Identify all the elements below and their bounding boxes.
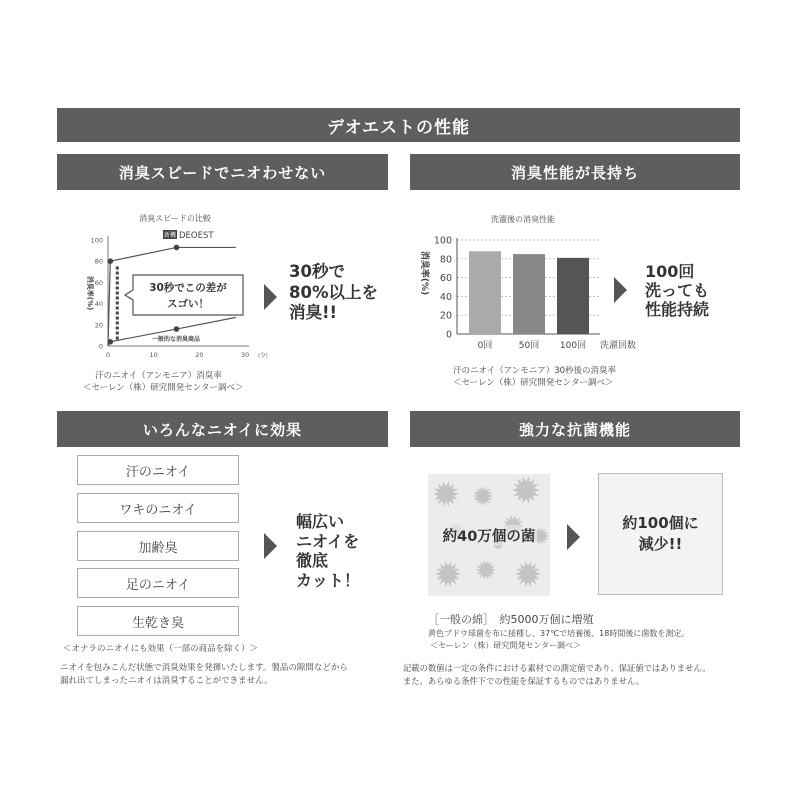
bacteria-after-line: 減少!! <box>638 535 683 553</box>
odors-callout <box>296 512 360 590</box>
durability-footnote-line: 汗のニオイ（アンモニア）30秒後の消臭率 <box>453 366 617 376</box>
y-tick-label: 60 <box>94 278 103 287</box>
y-tick-label: 80 <box>94 257 103 266</box>
odor-item: 足のニオイ <box>77 568 239 598</box>
bar <box>469 251 501 334</box>
durability-footnote-line: ＜セーレン（株）研究開発センター調べ＞ <box>453 378 614 388</box>
page-title: デオエストの性能 <box>57 108 740 142</box>
odors-note-line: 漏れ出てしまったニオイは消臭することができません。 <box>60 676 273 687</box>
speed-footnote-line: 汗のニオイ（アンモニア）消臭率 <box>95 371 222 381</box>
arrow-right-icon <box>264 284 277 310</box>
x-tick-label: 20 <box>195 351 204 359</box>
bar <box>557 258 589 334</box>
bar <box>513 254 545 334</box>
bacteria-before-label: 約40万個の菌 <box>441 525 538 546</box>
speed-footnote-line: ＜セーレン（株）研究開発センター調べ＞ <box>83 383 244 393</box>
x-tick-label: 100回 <box>559 341 587 351</box>
y-tick-label: 20 <box>439 310 452 322</box>
y-tick-label: 20 <box>94 321 103 330</box>
speed-callout-line: 80%以上を <box>289 282 378 302</box>
durability-callout-line: 性能持続 <box>645 300 710 320</box>
odors-note-line: ニオイを包みこんだ状態で消臭効果を発揮いたします。製品の隙間などから <box>60 663 348 673</box>
antibacterial-note-line: また、あらゆる条件下での性能を保証するものではありません。 <box>403 675 645 686</box>
x-tick-label: 0 <box>105 351 111 359</box>
y-tick-label: 100 <box>90 236 103 245</box>
data-point <box>107 339 113 345</box>
x-axis-label: (分) <box>258 353 268 359</box>
data-point <box>174 245 180 251</box>
chart-title: 消臭スピードの比較 <box>139 214 211 223</box>
y-tick-label: 80 <box>439 254 452 266</box>
wash-bar-chart <box>410 208 640 358</box>
bubble-text: スゴい！ <box>167 298 209 310</box>
section-title-antibacterial: 強力な抗菌機能 <box>410 411 740 447</box>
chart-title: 洗濯後の消臭性能 <box>491 215 555 224</box>
arrow-right-icon <box>614 277 627 303</box>
odors-callout-line: 幅広い <box>296 512 345 531</box>
x-tick-label: 30 <box>240 351 250 359</box>
x-axis-label: 洗濯回数 <box>599 341 637 351</box>
odor-item: 汗のニオイ <box>77 455 239 485</box>
durability-callout <box>645 262 709 320</box>
y-tick-label: 40 <box>94 300 103 309</box>
antibacterial-result: ［一般の綿］ 約5000万個に増殖 <box>428 613 594 626</box>
section-title-durability: 消臭性能が長持ち <box>410 154 740 190</box>
y-tick-label: 100 <box>433 235 452 247</box>
bacteria-after-panel <box>598 473 723 595</box>
odors-callout-line: 徹底 <box>296 551 329 571</box>
section-title-speed: 消臭スピードでニオわせない <box>57 154 388 190</box>
speed-callout <box>289 262 378 324</box>
odors-callout-line: カット！ <box>296 570 360 590</box>
y-tick-label: 40 <box>439 291 452 303</box>
legend-badge-text: 新機 <box>163 232 177 239</box>
bacteria-before-panel <box>428 474 550 596</box>
antibacterial-detail-line: ＜セーレン（株）研究開発センター調べ＞ <box>430 641 581 650</box>
durability-callout-line: 洗っても <box>645 281 710 301</box>
bacteria-after-line: 約100個に <box>622 514 699 532</box>
y-axis-label: 消臭率(%) <box>86 275 94 311</box>
odors-callout-line: ニオイを <box>296 531 360 551</box>
arrow-right-icon <box>567 524 580 550</box>
bacterium-shape <box>515 561 541 586</box>
bacterium-shape <box>433 481 459 506</box>
durability-callout-line: 100回 <box>645 262 695 281</box>
y-tick-label: 0 <box>98 342 103 351</box>
speed-callout-line: 消臭!! <box>289 303 338 323</box>
y-axis-label: 消臭率(%) <box>419 250 429 296</box>
odor-item: 加齢臭 <box>77 531 239 561</box>
odors-caption: ＜オナラのニオイにも効果（一部の商品を除く）＞ <box>63 644 259 654</box>
legend-label: 一般的な消臭商品 <box>152 336 201 343</box>
x-tick-label: 50回 <box>518 341 540 351</box>
legend-label: DEOEST <box>179 231 214 241</box>
y-tick-label: 60 <box>439 273 452 285</box>
y-tick-label: 0 <box>445 329 452 341</box>
speed-line-chart <box>75 208 275 368</box>
bubble-text: 30秒でこの差が <box>149 282 227 294</box>
data-point <box>107 258 113 264</box>
section-title-odors: いろんなニオイに効果 <box>57 411 388 447</box>
x-tick-label: 0回 <box>477 341 493 351</box>
antibacterial-note-line: 記載の数値は一定の条件における素材での測定値であり、保証値ではありません。 <box>403 663 711 673</box>
speed-callout-line: 30秒で <box>289 262 345 281</box>
antibacterial-detail-line: 黄色ブドウ球菌を布に接種し、37℃で培養後、18時間後に菌数を測定。 <box>428 629 690 638</box>
bacterium-shape <box>435 561 461 586</box>
odor-item: ワキのニオイ <box>77 493 239 523</box>
bacterium-shape <box>476 560 496 579</box>
odors-note <box>60 662 348 688</box>
antibacterial-note <box>403 662 711 688</box>
arrow-right-icon <box>264 533 277 559</box>
bacterium-shape <box>473 486 493 505</box>
odor-item: 生乾き臭 <box>77 606 239 636</box>
data-point <box>174 326 180 332</box>
x-tick-label: 10 <box>149 351 158 359</box>
bacterium-shape <box>512 476 540 503</box>
